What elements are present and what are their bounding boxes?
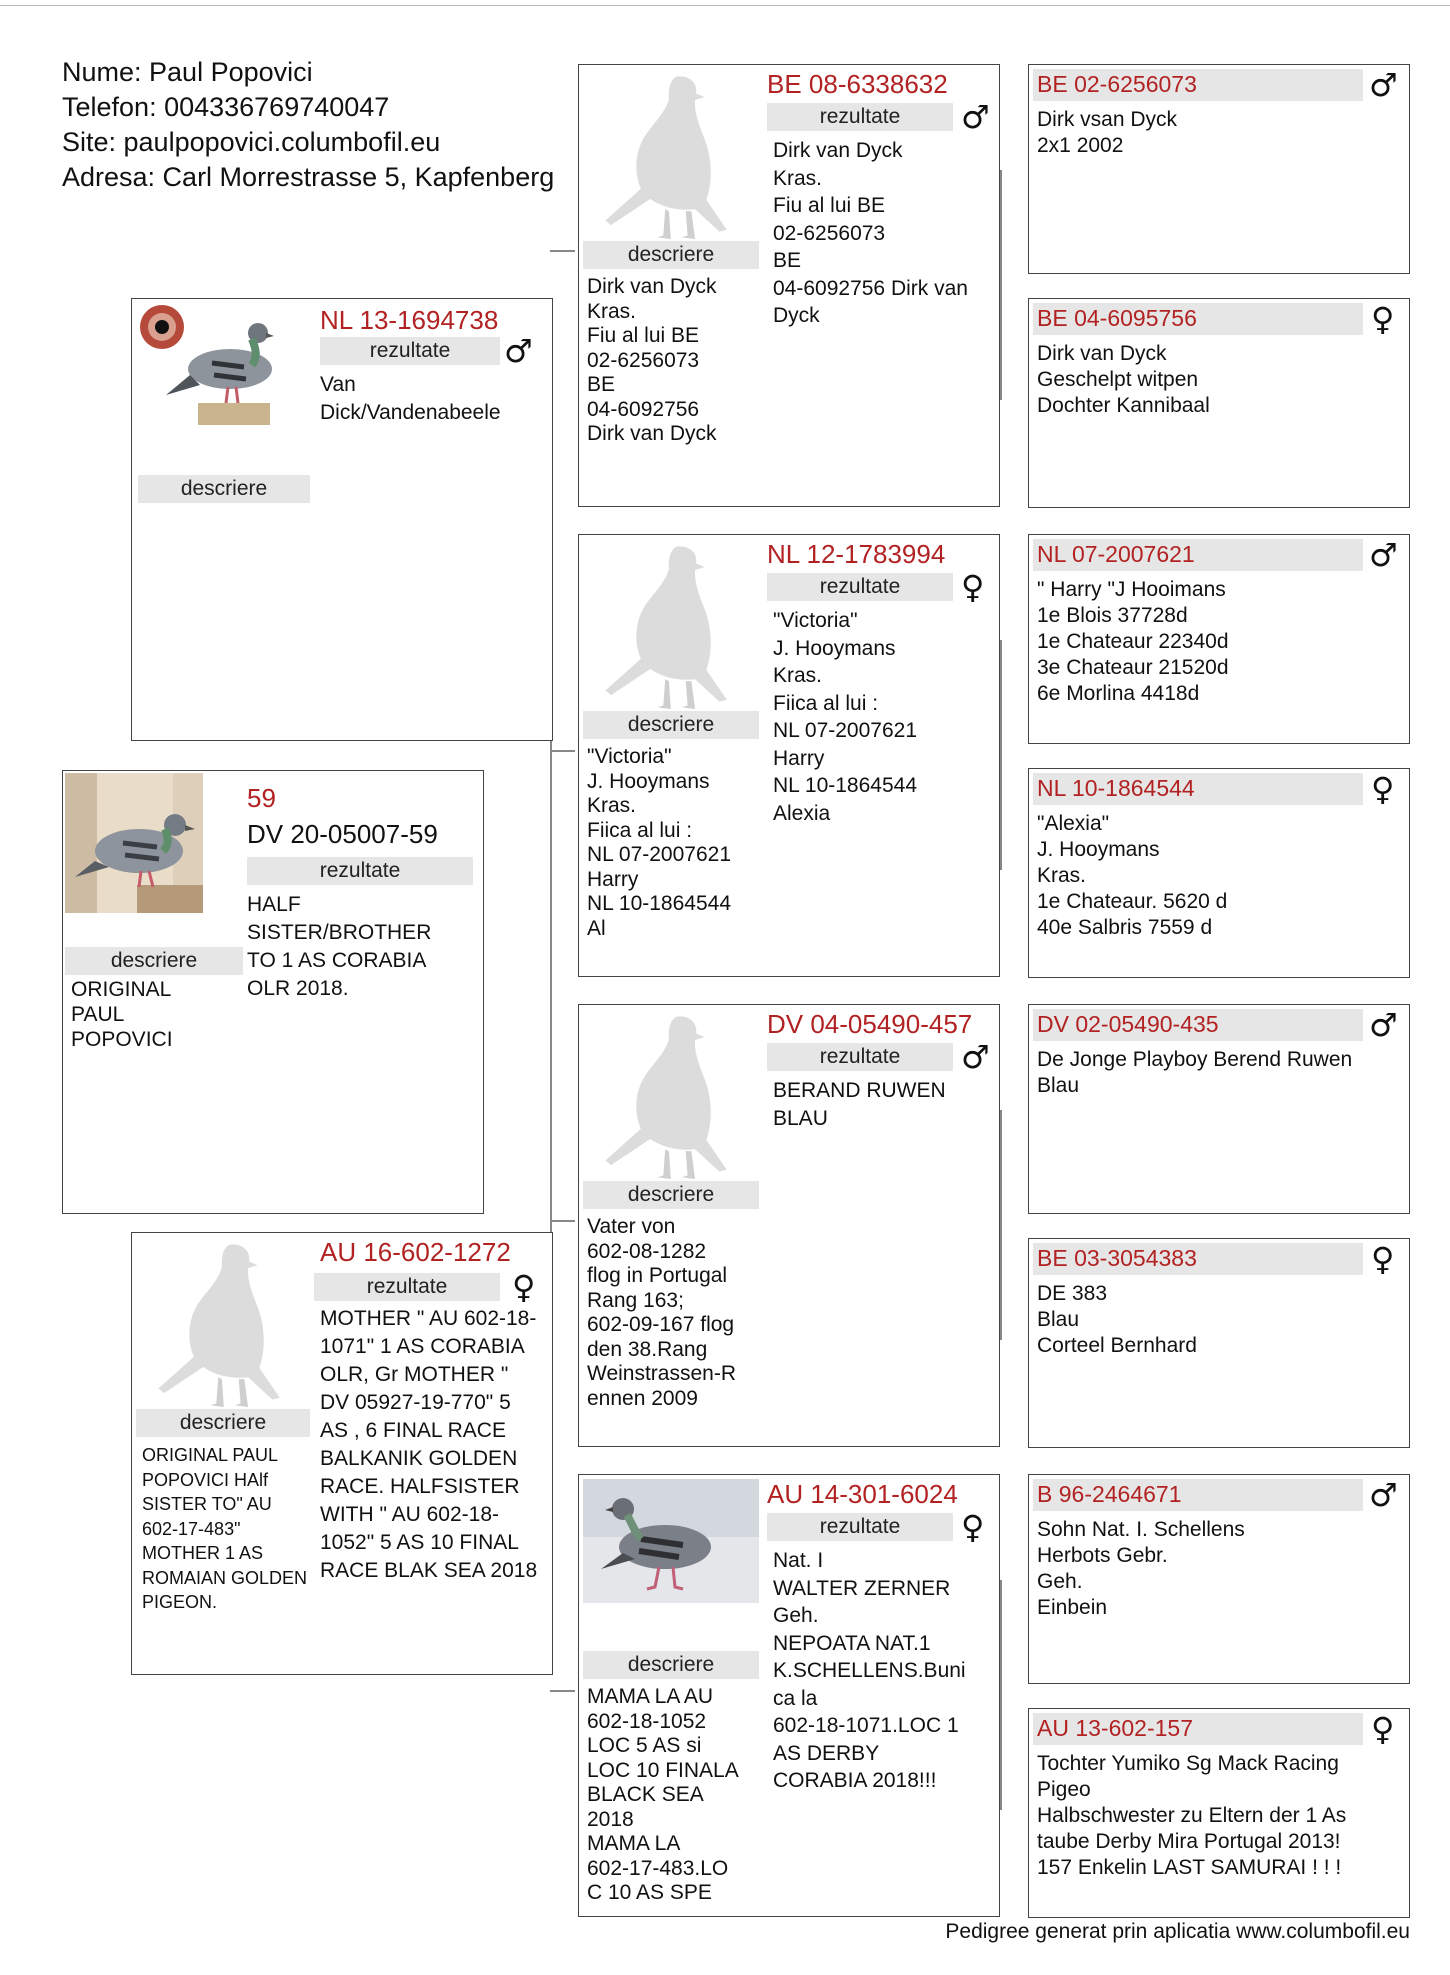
ancestor-ffm-card [1028, 298, 1410, 508]
ancestor-mfm-card [1028, 1238, 1410, 1448]
connector-line [550, 250, 575, 252]
owner-info [62, 55, 554, 195]
female-symbol-icon: ♀ [512, 1268, 536, 1306]
mfm-ring-number: BE 03-3054383 [1037, 1245, 1197, 1271]
ancestor-fmm-card [1028, 768, 1410, 978]
subject-pigeon-photo[interactable] [65, 773, 203, 913]
fff-text: Dirk vsan Dyck 2x1 2002 [1037, 108, 1178, 157]
ff-results-bar[interactable]: rezultate [767, 103, 953, 131]
ff-results-text: Dirk van Dyck Kras. Fiu al lui BE 02-6256073 BE 04-6092756 Dirk van Dyck [773, 139, 968, 327]
ancestor-mmf-card [1028, 1474, 1410, 1684]
mother-pigeon-card [131, 1232, 553, 1675]
female-symbol-icon: ♀ [961, 1508, 985, 1546]
male-symbol-icon: ♂ [1369, 536, 1398, 574]
mfm-text: DE 383 Blau Corteel Bernhard [1037, 1282, 1197, 1357]
mf-pigeon-photo[interactable] [593, 1011, 743, 1181]
fm-results-bar[interactable]: rezultate [767, 573, 953, 601]
ancestor-mff-card [1028, 1004, 1410, 1214]
fff-ring-number: BE 02-6256073 [1037, 71, 1197, 97]
father-ring-number: NL 13-1694738 [320, 305, 499, 335]
male-symbol-icon: ♂ [961, 98, 990, 136]
male-symbol-icon: ♂ [504, 332, 533, 370]
mm-results-bar[interactable]: rezultate [767, 1513, 953, 1541]
connector-line [550, 750, 575, 752]
connector-line [1000, 1110, 1002, 1340]
fmf-text: " Harry "J Hooimans 1e Blois 37728d 1e Chateaur 22340d 3e Chateaur 21520d 6e Morlina 4418d [1037, 578, 1229, 705]
mm-description-bar[interactable]: descriere [583, 1651, 759, 1679]
mf-description-text: Vater von 602-08-1282 flog in Portugal Rang 163; 602-09-167 flog den 38.Rang Weinstrassen-R ennen 2009 [587, 1215, 736, 1410]
mother-pigeon-photo[interactable] [146, 1239, 296, 1409]
fmm-text: "Alexia" J. Hooymans Kras. 1e Chateaur. 5620 d 40e Salbris 7559 d [1037, 812, 1228, 939]
mmf-ring-number: B 96-2464671 [1037, 1481, 1182, 1507]
mother-results-text: MOTHER " AU 602-18-1071" 1 AS CORABIA OLR, Gr MOTHER " DV 05927-19-770" 5 AS , 6 FINAL RACE BALKANIK GOLDEN RACE. HALFSISTER WITH " AU 602-18-1052" 5 AS 10 FINAL RACE BLAK SEA 2018 [320, 1307, 538, 1582]
mm-results-text: Nat. I WALTER ZERNER Geh. NEPOATA NAT.1 K.SCHELLENS.Buni ca la 602-18-1071.LOC 1 AS DERBY CORABIA 2018!!! [773, 1549, 966, 1792]
owner-address: Adresa: Carl Morrestrasse 5, Kapfenberg [62, 162, 555, 192]
father-pigeon-photo[interactable] [138, 303, 276, 427]
mm-ring-number: AU 14-301-6024 [767, 1479, 958, 1509]
grandsire-paternal-card [578, 64, 1000, 507]
grandsire-maternal-card [578, 1004, 1000, 1447]
fmf-ring-number: NL 07-2007621 [1037, 541, 1195, 567]
subject-description-text: ORIGINAL PAUL POPOVICI [71, 978, 173, 1051]
mother-description-text: ORIGINAL PAUL POPOVICI HAlf SISTER TO" AU 602-17-483" MOTHER 1 AS ROMAIAN GOLDEN PIGEON. [142, 1445, 308, 1612]
connector-line [1000, 170, 1002, 400]
mmf-text: Sohn Nat. I. Schellens Herbots Gebr. Geh. Einbein [1037, 1518, 1245, 1619]
fm-description-bar[interactable]: descriere [583, 711, 759, 739]
mmm-text: Tochter Yumiko Sg Mack Racing Pigeo Halbschwester zu Eltern der 1 As taube Derby Mira Portugal 2013! 157 Enkelin LAST SAMURAI ! ! ! [1037, 1752, 1347, 1879]
footer-credit: Pedigree generat prin aplicatia www.columbofil.eu [945, 1920, 1410, 1943]
male-symbol-icon: ♂ [961, 1038, 990, 1076]
fm-ring-number: NL 12-1783994 [767, 539, 946, 569]
subject-results-bar[interactable]: rezultate [247, 857, 473, 885]
father-pigeon-card [131, 298, 553, 741]
mf-results-bar[interactable]: rezultate [767, 1043, 953, 1071]
owner-phone: Telefon: 004336769740047 [62, 92, 390, 122]
ff-pigeon-photo[interactable] [593, 71, 743, 241]
mother-description-bar[interactable]: descriere [136, 1409, 310, 1437]
ffm-text: Dirk van Dyck Geschelpt witpen Dochter Kannibaal [1037, 342, 1210, 417]
connector-line [1000, 640, 1002, 870]
female-symbol-icon: ♀ [1371, 1240, 1395, 1278]
connector-line [550, 1220, 575, 1222]
mff-ring-number: DV 02-05490-435 [1037, 1011, 1219, 1037]
granddam-maternal-card [578, 1474, 1000, 1917]
mother-ring-number: AU 16-602-1272 [320, 1237, 511, 1267]
connector-line [1000, 1580, 1002, 1810]
top-divider [0, 5, 1450, 6]
mm-pigeon-photo[interactable] [583, 1479, 759, 1603]
male-symbol-icon: ♂ [1369, 1006, 1398, 1044]
connector-line [550, 1690, 575, 1692]
female-symbol-icon: ♀ [1371, 1710, 1395, 1748]
ffm-ring-number: BE 04-6095756 [1037, 305, 1197, 331]
female-symbol-icon: ♀ [1371, 770, 1395, 808]
ff-description-bar[interactable]: descriere [583, 241, 759, 269]
owner-name: Nume: Paul Popovici [62, 57, 313, 87]
mff-text: De Jonge Playboy Berend Ruwen Blau [1037, 1048, 1353, 1097]
male-symbol-icon: ♂ [1369, 1476, 1398, 1514]
ancestor-fff-card [1028, 64, 1410, 274]
male-symbol-icon: ♂ [1369, 66, 1398, 104]
father-results-bar[interactable]: rezultate [320, 337, 500, 365]
mmm-ring-number: AU 13-602-157 [1037, 1715, 1193, 1741]
subject-description-bar[interactable]: descriere [65, 947, 243, 975]
fm-results-text: "Victoria" J. Hooymans Kras. Fiica al lui : NL 07-2007621 Harry NL 10-1864544 Alexia [773, 609, 918, 825]
father-description-bar[interactable]: descriere [138, 475, 310, 503]
mf-results-text: BERAND RUWEN BLAU [773, 1079, 946, 1130]
ff-ring-number: BE 08-6338632 [767, 69, 948, 99]
ancestor-mmm-card [1028, 1708, 1410, 1918]
fm-pigeon-photo[interactable] [593, 541, 743, 711]
subject-ring-number: DV 20-05007-59 [247, 819, 438, 849]
ancestor-fmf-card [1028, 534, 1410, 744]
mm-description-text: MAMA LA AU 602-18-1052 LOC 5 AS si LOC 10 FINALA BLACK SEA 2018 MAMA LA 602-17-483.LO C 10 AS SPE [587, 1685, 739, 1904]
subject-results-text: HALF SISTER/BROTHER TO 1 AS CORABIA OLR 2018. [247, 893, 432, 1000]
fmm-ring-number: NL 10-1864544 [1037, 775, 1195, 801]
mf-description-bar[interactable]: descriere [583, 1181, 759, 1209]
fm-description-text: "Victoria" J. Hooymans Kras. Fiica al lui : NL 07-2007621 Harry NL 10-1864544 Al [587, 745, 732, 940]
female-symbol-icon: ♀ [961, 568, 985, 606]
mf-ring-number: DV 04-05490-457 [767, 1009, 973, 1039]
subject-pigeon-card [62, 770, 484, 1214]
father-results-text: Van Dick/Vandenabeele [320, 373, 501, 424]
granddam-paternal-card [578, 534, 1000, 977]
female-symbol-icon: ♀ [1371, 300, 1395, 338]
mother-results-bar[interactable]: rezultate [314, 1273, 500, 1301]
owner-site[interactable]: Site: paulpopovici.columbofil.eu [62, 127, 441, 157]
subject-ring-short: 59 [247, 783, 276, 813]
ff-description-text: Dirk van Dyck Kras. Fiu al lui BE 02-6256073 BE 04-6092756 Dirk van Dyck [587, 275, 717, 445]
